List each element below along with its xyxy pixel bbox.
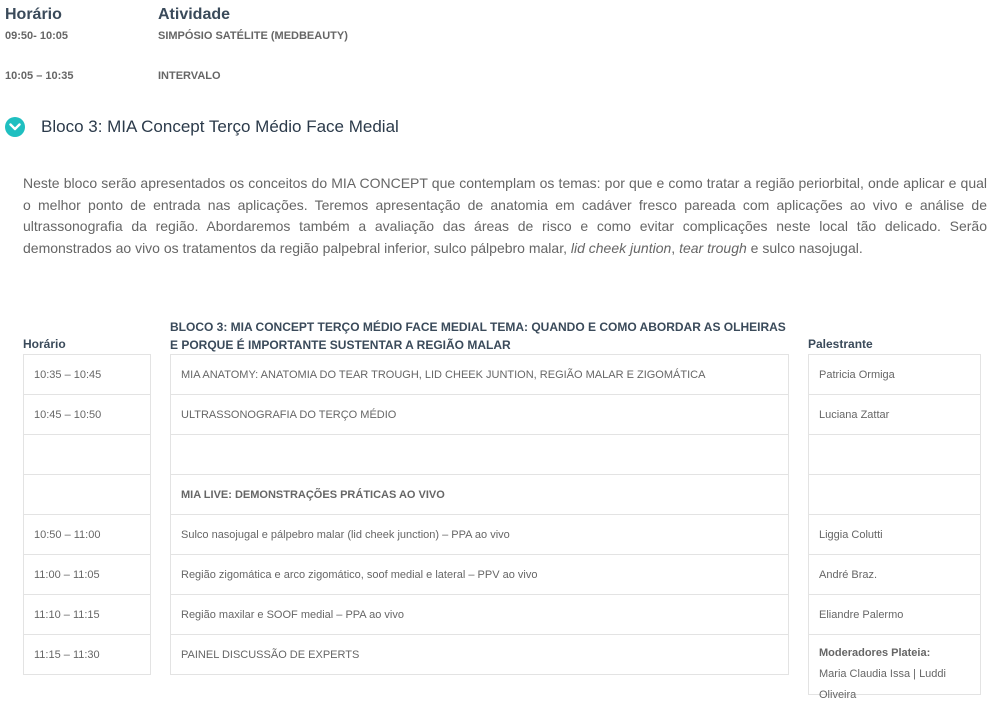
speaker-cell: André Braz. bbox=[808, 555, 981, 595]
time-cell: 11:00 – 11:05 bbox=[23, 555, 151, 595]
chevron-down-circle-icon[interactable] bbox=[5, 117, 25, 137]
activity-cell: MIA ANATOMY: ANATOMIA DO TEAR TROUGH, LID CHEEK JUNTION, REGIÃO MALAR E ZIGOMÁTICA bbox=[170, 354, 789, 395]
speaker-cell bbox=[808, 475, 981, 515]
activity-cell: PAINEL DISCUSSÃO DE EXPERTS bbox=[170, 635, 789, 675]
moderators-names: Maria Claudia Issa | Luddi Oliveira bbox=[819, 668, 946, 701]
top-row-1 bbox=[5, 26, 605, 66]
top-header-row bbox=[5, 6, 605, 26]
time-cell: 11:10 – 11:15 bbox=[23, 595, 151, 635]
activity-cell: MIA LIVE: DEMONSTRAÇÕES PRÁTICAS AO VIVO bbox=[170, 475, 789, 515]
bloco-description: Neste bloco serão apresentados os conceitos do MIA CONCEPT que contemplam os temas: por que e como tratar a região periorbital, onde aplicar e qual o melhor ponto de entrada nas aplicações. Teremos apresentação de anatomia em cadáver fresco pareada com aplicações ao vivo e análise de ultrassonografia da região. Abordaremos também a avaliação das áreas de risco e como evitar complicações neste local tão delicado. Serão demonstrados ao vivo os tratamentos da região palpebral inferior, sulco pálpebro malar, lid cheek juntion, tear trough e sulco nasojugal. bbox=[23, 175, 987, 256]
time-column bbox=[23, 354, 151, 675]
time-cell: 10:05 – 10:35 bbox=[5, 70, 74, 82]
moderators-label: Moderadores Plateia: bbox=[819, 647, 931, 659]
bloco-accordion-header[interactable] bbox=[5, 117, 399, 137]
activity-cell: Região zigomática e arco zigomático, soof medial e lateral – PPV ao vivo bbox=[170, 555, 789, 595]
moderators-cell bbox=[808, 635, 981, 701]
header-activity: Atividade bbox=[158, 6, 231, 23]
activity-cell: Região maxilar e SOOF medial – PPA ao vivo bbox=[170, 595, 789, 635]
speaker-column bbox=[808, 354, 981, 701]
speaker-cell: Luciana Zattar bbox=[808, 395, 981, 435]
activity-cell: INTERVALO bbox=[158, 70, 221, 82]
time-cell bbox=[23, 475, 151, 515]
activity-cell: Sulco nasojugal e pálpebro malar (lid cheek junction) – PPA ao vivo bbox=[170, 515, 789, 555]
speaker-cell: Eliandre Palermo bbox=[808, 595, 981, 635]
time-cell: 11:15 – 11:30 bbox=[23, 635, 151, 675]
schedule-title: BLOCO 3: MIA CONCEPT TERÇO MÉDIO FACE MEDIAL TEMA: QUANDO E COMO ABORDAR AS OLHEIRAS E PORQUE É IMPORTANTE SUSTENTAR A REGIÃO MALAR bbox=[170, 320, 786, 352]
speaker-cell bbox=[808, 435, 981, 475]
time-cell: 10:50 – 11:00 bbox=[23, 515, 151, 555]
activity-cell: SIMPÓSIO SATÉLITE (MEDBEAUTY) bbox=[158, 30, 348, 42]
time-cell bbox=[23, 435, 151, 475]
speaker-cell: Liggia Colutti bbox=[808, 515, 981, 555]
top-row-2 bbox=[5, 66, 605, 86]
time-cell: 10:45 – 10:50 bbox=[23, 395, 151, 435]
time-cell: 10:35 – 10:45 bbox=[23, 354, 151, 395]
activity-column bbox=[170, 354, 789, 675]
speaker-cell: Patricia Ormiga bbox=[808, 354, 981, 395]
time-cell: 09:50- 10:05 bbox=[5, 30, 68, 42]
activity-cell: ULTRASSONOGRAFIA DO TERÇO MÉDIO bbox=[170, 395, 789, 435]
schedule-header-speaker: Palestrante bbox=[808, 337, 873, 351]
schedule-header-time: Horário bbox=[23, 337, 66, 351]
top-schedule bbox=[5, 6, 605, 86]
bloco-title[interactable]: Bloco 3: MIA Concept Terço Médio Face Medial bbox=[41, 117, 399, 136]
header-time: Horário bbox=[5, 6, 62, 23]
activity-cell bbox=[170, 435, 789, 475]
